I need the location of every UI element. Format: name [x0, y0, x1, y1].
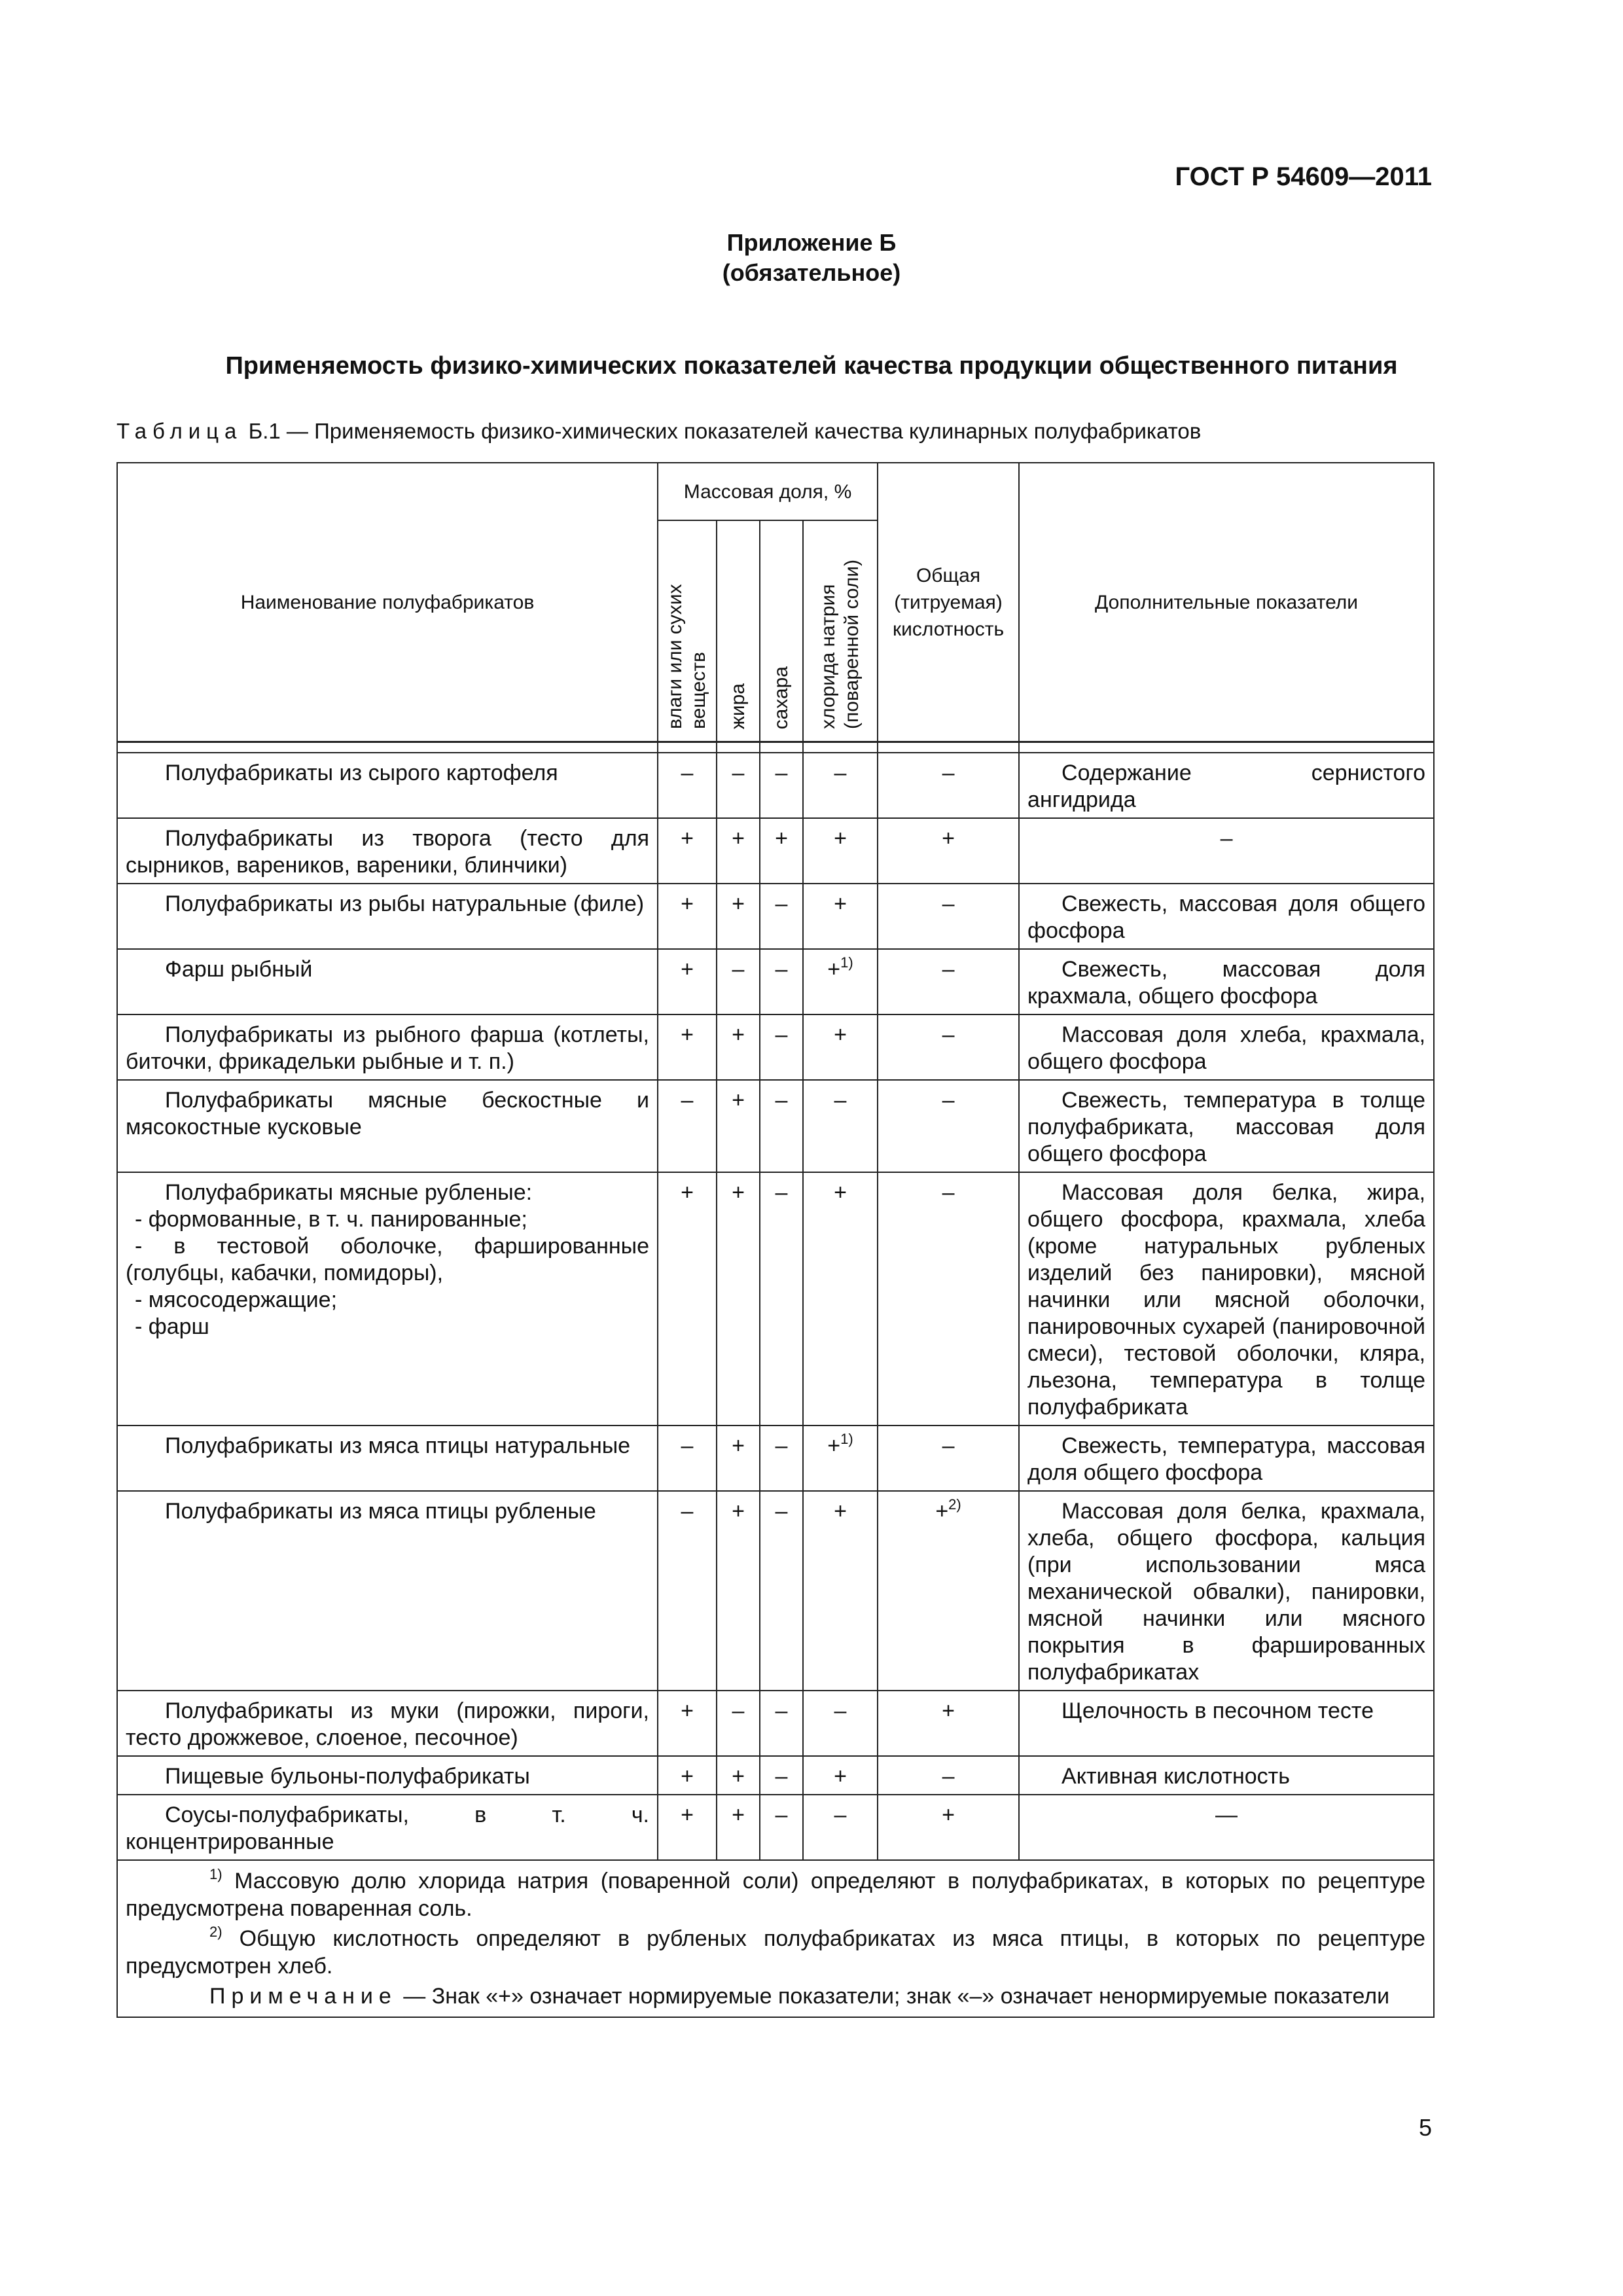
moisture-cell-value: +: [681, 1764, 694, 1789]
footnote-2-mark: 2): [209, 1924, 223, 1940]
extra-indicators-cell: [1019, 884, 1434, 949]
header-name: Наименование полуфабрикатов: [117, 463, 658, 742]
header-moisture: [658, 520, 717, 742]
salt-cell: [803, 818, 878, 884]
fat-cell-value: +: [732, 1433, 745, 1458]
acidity-cell-value: –: [942, 957, 955, 982]
moisture-cell: [658, 1014, 717, 1080]
salt-cell: [803, 1491, 878, 1691]
fat-cell: [717, 1014, 760, 1080]
table-note-text: — Знак «+» означает нормируемые показатели; знак «–» означает ненормируемые показатели: [403, 1984, 1390, 2009]
acidity-cell-value: –: [942, 891, 955, 916]
moisture-cell: [658, 949, 717, 1014]
moisture-cell: [658, 818, 717, 884]
moisture-cell-value: –: [681, 761, 694, 785]
product-name-cell: [117, 1014, 658, 1080]
moisture-cell-value: –: [681, 1433, 694, 1458]
sugar-cell: [760, 753, 803, 818]
extra-indicators-text: —: [1215, 1803, 1238, 1827]
salt-cell: [803, 949, 878, 1014]
product-name-line: - в тестовой оболочке, фаршированные (голубцы, кабачки, помидоры),: [126, 1234, 649, 1285]
table-row: [117, 884, 1434, 949]
notes-row: [117, 1860, 1434, 2017]
fat-cell-value: –: [732, 761, 745, 785]
salt-cell: [803, 1756, 878, 1795]
product-name-cell: [117, 1491, 658, 1691]
acidity-cell: [878, 1080, 1019, 1172]
sugar-cell-value: –: [775, 891, 788, 916]
acidity-cell-value: +: [942, 826, 955, 851]
salt-cell-value: +: [834, 1764, 847, 1789]
extra-indicators-text: Массовая доля белка, крахмала, хлеба, общего фосфора, кальция (при использовании мяса механической обвалки), панировки, мясной начинки или мясного покрытия в фаршированных полуфабрикатах: [1027, 1499, 1426, 1685]
fat-cell: [717, 1080, 760, 1172]
sugar-cell: [760, 1172, 803, 1426]
product-name-line: Соусы-полуфабрикаты, в т. ч. концентрированные: [126, 1803, 649, 1854]
product-name-line: Полуфабрикаты из мяса птицы натуральные: [165, 1433, 631, 1458]
product-name-cell: [117, 884, 658, 949]
salt-cell: [803, 884, 878, 949]
extra-indicators-text: Свежесть, массовая доля крахмала, общего фосфора: [1027, 957, 1426, 1009]
sugar-cell: [760, 1080, 803, 1172]
annex-heading: [0, 228, 1623, 288]
sugar-cell-value: –: [775, 761, 788, 785]
annex-status: (обязательное): [722, 259, 901, 286]
table-body: [117, 753, 1434, 1860]
moisture-cell: [658, 1080, 717, 1172]
fat-cell: [717, 1172, 760, 1426]
salt-cell-value: –: [834, 1088, 847, 1113]
moisture-cell-value: +: [681, 1698, 694, 1723]
extra-indicators-text: Массовая доля хлеба, крахмала, общего фосфора: [1027, 1022, 1426, 1074]
acidity-cell: [878, 1491, 1019, 1691]
salt-cell-value: +: [827, 957, 841, 982]
extra-indicators-text: –: [1220, 826, 1233, 851]
notes-cell: [117, 1860, 1434, 2017]
footnote-1-text: Массовую долю хлорида натрия (поваренной соли) определяют в полуфабрикатах, в которых по рецептуре предусмотрена поваренная соль.: [126, 1869, 1426, 1921]
table-row: [117, 1691, 1434, 1756]
acidity-cell: [878, 1691, 1019, 1756]
footnote-1-mark: 1): [209, 1866, 223, 1882]
fat-cell: [717, 884, 760, 949]
product-name-line: Полуфабрикаты из сырого картофеля: [165, 761, 558, 785]
table-caption-label: Таблица: [116, 419, 243, 443]
extra-indicators-text: Свежесть, температура, массовая доля общего фосфора: [1027, 1433, 1426, 1485]
acidity-cell: [878, 1795, 1019, 1860]
salt-cell-value: +: [834, 826, 847, 851]
sugar-cell-value: –: [775, 1764, 788, 1789]
product-name-line: Полуфабрикаты мясные рубленые:: [165, 1180, 533, 1205]
product-name-line: Полуфабрикаты из творога (тесто для сырников, вареников, вареники, блинчики): [126, 826, 649, 878]
sugar-cell-value: –: [775, 1022, 788, 1047]
acidity-cell-value: –: [942, 1022, 955, 1047]
acidity-cell: [878, 1426, 1019, 1491]
extra-indicators-text: Свежесть, температура в толще полуфабриката, массовая доля общего фосфора: [1027, 1088, 1426, 1166]
extra-indicators-text: Свежесть, массовая доля общего фосфора: [1027, 891, 1426, 943]
extra-indicators-cell: [1019, 1491, 1434, 1691]
moisture-cell-value: +: [681, 826, 694, 851]
product-name-line: - фарш: [135, 1314, 209, 1339]
acidity-cell-value: +: [942, 1698, 955, 1723]
sugar-cell: [760, 884, 803, 949]
fat-cell: [717, 753, 760, 818]
salt-cell-value: +: [834, 1022, 847, 1047]
sugar-cell-value: –: [775, 957, 788, 982]
acidity-cell-value: –: [942, 761, 955, 785]
table-note-label: Примечание: [209, 1984, 397, 2009]
sugar-cell-value: +: [775, 826, 788, 851]
acidity-cell: [878, 753, 1019, 818]
moisture-cell-value: +: [681, 1803, 694, 1827]
table-row: [117, 1014, 1434, 1080]
salt-cell-value: +: [834, 1180, 847, 1205]
table-row: [117, 753, 1434, 818]
product-name-line: Полуфабрикаты из рыбного фарша (котлеты, биточки, фрикадельки рыбные и т. п.): [126, 1022, 649, 1074]
product-name-cell: [117, 949, 658, 1014]
footnote-ref: 1): [840, 954, 853, 971]
acidity-cell: [878, 818, 1019, 884]
acidity-cell-value: –: [942, 1180, 955, 1205]
table-row: [117, 1426, 1434, 1491]
table-row: [117, 1172, 1434, 1426]
salt-cell: [803, 753, 878, 818]
salt-cell-value: –: [834, 1698, 847, 1723]
fat-cell-value: –: [732, 1698, 745, 1723]
extra-indicators-cell: [1019, 818, 1434, 884]
header-mass-group: Массовая доля, %: [658, 463, 878, 520]
header-fat: [717, 520, 760, 742]
fat-cell-value: +: [732, 1180, 745, 1205]
salt-cell-value: +: [834, 891, 847, 916]
sugar-cell: [760, 949, 803, 1014]
product-name-line: - мясосодержащие;: [135, 1287, 338, 1312]
sugar-cell-value: –: [775, 1088, 788, 1113]
salt-cell: [803, 1172, 878, 1426]
moisture-cell: [658, 884, 717, 949]
header-row: [117, 463, 1434, 520]
moisture-cell-value: –: [681, 1088, 694, 1113]
acidity-cell: [878, 1172, 1019, 1426]
header-spacer: [117, 742, 1434, 753]
fat-cell: [717, 1426, 760, 1491]
product-name-cell: [117, 1172, 658, 1426]
sugar-cell: [760, 1795, 803, 1860]
section-title: Применяемость физико-химических показателей качества продукции общественного питания: [225, 352, 1398, 380]
salt-cell-value: –: [834, 761, 847, 785]
product-name-cell: [117, 1691, 658, 1756]
footnote-ref: 1): [840, 1431, 853, 1447]
header-salt-text: хлорида натрия (поваренной соли): [817, 559, 863, 729]
sugar-cell-value: –: [775, 1803, 788, 1827]
moisture-cell: [658, 1795, 717, 1860]
salt-cell-value: +: [834, 1499, 847, 1524]
extra-indicators-cell: [1019, 753, 1434, 818]
salt-cell: [803, 1795, 878, 1860]
fat-cell: [717, 1491, 760, 1691]
fat-cell-value: +: [732, 826, 745, 851]
salt-cell: [803, 1014, 878, 1080]
sugar-cell: [760, 1491, 803, 1691]
acidity-cell-value: –: [942, 1433, 955, 1458]
fat-cell: [717, 1795, 760, 1860]
product-name-line: Фарш рыбный: [165, 957, 313, 982]
extra-indicators-text: Содержание сернистого ангидрида: [1027, 761, 1426, 812]
table-row: [117, 818, 1434, 884]
acidity-cell: [878, 884, 1019, 949]
acidity-cell: [878, 1014, 1019, 1080]
extra-indicators-text: Активная кислотность: [1061, 1764, 1290, 1789]
fat-cell-value: +: [732, 1803, 745, 1827]
extra-indicators-cell: [1019, 1426, 1434, 1491]
fat-cell: [717, 1756, 760, 1795]
annex-title: Приложение Б: [726, 229, 897, 256]
moisture-cell: [658, 1691, 717, 1756]
extra-indicators-cell: [1019, 1080, 1434, 1172]
moisture-cell-value: +: [681, 1022, 694, 1047]
footnote-1: [126, 1867, 1425, 1922]
header-extra: Дополнительные показатели: [1019, 463, 1434, 742]
header-acidity: Общая (титруемая) кислотность: [878, 463, 1019, 742]
footnote-2-text: Общую кислотность определяют в рубленых полуфабрикатах из мяса птицы, в которых по рецептуре предусмотрен хлеб.: [126, 1926, 1426, 1979]
table-row: [117, 1795, 1434, 1860]
extra-indicators-cell: [1019, 1172, 1434, 1426]
moisture-cell: [658, 1756, 717, 1795]
sugar-cell: [760, 1014, 803, 1080]
standard-number: ГОСТ Р 54609—2011: [1175, 162, 1432, 191]
sugar-cell-value: –: [775, 1433, 788, 1458]
applicability-table: [116, 462, 1435, 2018]
fat-cell-value: +: [732, 1088, 745, 1113]
salt-cell: [803, 1080, 878, 1172]
sugar-cell: [760, 818, 803, 884]
salt-cell-value: +: [827, 1433, 841, 1458]
extra-indicators-text: Щелочность в песочном тесте: [1061, 1698, 1374, 1723]
sugar-cell-value: –: [775, 1180, 788, 1205]
product-name-cell: [117, 1426, 658, 1491]
acidity-cell-value: +: [942, 1803, 955, 1827]
table-row: [117, 1080, 1434, 1172]
table-caption: [116, 419, 1201, 444]
fat-cell-value: +: [732, 1022, 745, 1047]
sugar-cell-value: –: [775, 1698, 788, 1723]
product-name-line: Полуфабрикаты из мяса птицы рубленые: [165, 1499, 596, 1524]
table-note: [126, 1982, 1425, 2010]
moisture-cell-value: +: [681, 891, 694, 916]
moisture-cell-value: +: [681, 957, 694, 982]
header-sugar-text: сахара: [770, 666, 792, 729]
fat-cell: [717, 1691, 760, 1756]
product-name-line: Пищевые бульоны-полуфабрикаты: [165, 1764, 530, 1789]
extra-indicators-cell: [1019, 949, 1434, 1014]
extra-indicators-cell: [1019, 1691, 1434, 1756]
sugar-cell-value: –: [775, 1499, 788, 1524]
fat-cell-value: +: [732, 1764, 745, 1789]
header-fat-text: жира: [727, 683, 749, 729]
product-name-cell: [117, 1080, 658, 1172]
fat-cell-value: –: [732, 957, 745, 982]
header-moisture-text: влаги или сухих веществ: [664, 584, 709, 729]
page-number: 5: [1418, 2114, 1432, 2141]
sugar-cell: [760, 1691, 803, 1756]
salt-cell: [803, 1426, 878, 1491]
product-name-cell: [117, 1795, 658, 1860]
acidity-cell-value: +: [935, 1499, 949, 1524]
product-name-line: - формованные, в т. ч. панированные;: [135, 1207, 527, 1232]
table-caption-text: Б.1 — Применяемость физико-химических показателей качества кулинарных полуфабрикатов: [248, 419, 1202, 443]
sugar-cell: [760, 1756, 803, 1795]
product-name-cell: [117, 818, 658, 884]
footnote-ref: 2): [948, 1496, 961, 1513]
moisture-cell: [658, 753, 717, 818]
extra-indicators-cell: [1019, 1795, 1434, 1860]
acidity-cell: [878, 1756, 1019, 1795]
acidity-cell-value: –: [942, 1764, 955, 1789]
sugar-cell: [760, 1426, 803, 1491]
moisture-cell-value: +: [681, 1180, 694, 1205]
table-row: [117, 1491, 1434, 1691]
product-name-line: Полуфабрикаты из муки (пирожки, пироги, тесто дрожжевое, слоеное, песочное): [126, 1698, 649, 1750]
moisture-cell: [658, 1426, 717, 1491]
table-row: [117, 949, 1434, 1014]
extra-indicators-text: Массовая доля белка, жира, общего фосфора, крахмала, хлеба (кроме натуральных рубленых изделий без панировки), мясной начинки или мясной оболочки, панировочных сухарей (панировочной смеси), тестовой оболочки, кляра, льезона, температура в толще полуфабриката: [1027, 1180, 1426, 1420]
table-row: [117, 1756, 1434, 1795]
fat-cell: [717, 818, 760, 884]
acidity-cell-value: –: [942, 1088, 955, 1113]
header-sugar: [760, 520, 803, 742]
fat-cell: [717, 949, 760, 1014]
product-name-cell: [117, 1756, 658, 1795]
moisture-cell: [658, 1172, 717, 1426]
product-name-line: Полуфабрикаты мясные бескостные и мясокостные кусковые: [126, 1088, 649, 1139]
acidity-cell: [878, 949, 1019, 1014]
moisture-cell: [658, 1491, 717, 1691]
footnote-2: [126, 1925, 1425, 1980]
extra-indicators-cell: [1019, 1014, 1434, 1080]
product-name-cell: [117, 753, 658, 818]
salt-cell: [803, 1691, 878, 1756]
product-name-line: Полуфабрикаты из рыбы натуральные (филе): [165, 891, 645, 916]
moisture-cell-value: –: [681, 1499, 694, 1524]
header-salt: [803, 520, 878, 742]
fat-cell-value: +: [732, 1499, 745, 1524]
fat-cell-value: +: [732, 891, 745, 916]
salt-cell-value: –: [834, 1803, 847, 1827]
extra-indicators-cell: [1019, 1756, 1434, 1795]
